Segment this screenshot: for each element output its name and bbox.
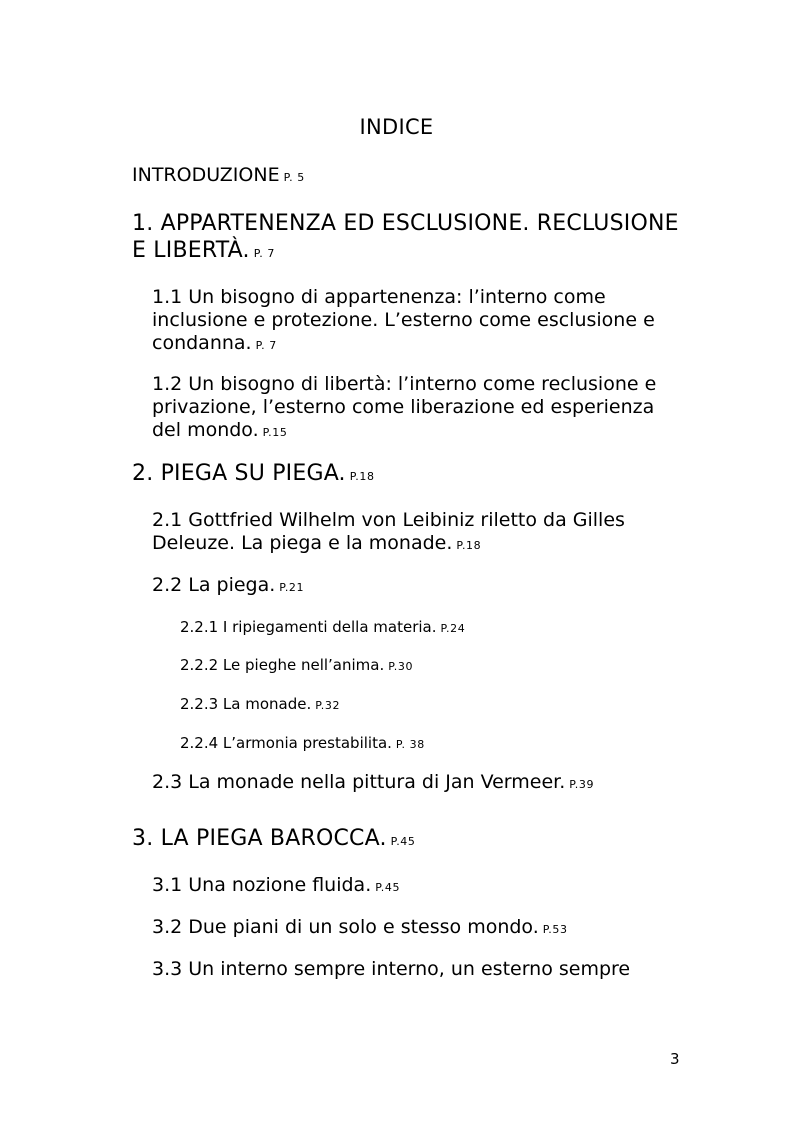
toc-page-ref: P.30 — [388, 660, 414, 673]
toc-section-3-2 — [152, 916, 687, 941]
toc-page-ref: P.45 — [375, 881, 401, 894]
toc-page-ref: P.18 — [349, 470, 375, 483]
toc-section-3-3 — [152, 958, 687, 981]
toc-entry-text: 2.2.1 I ripiegamenti della materia. — [180, 618, 437, 636]
toc-section-1-2 — [152, 373, 687, 444]
toc-entry-text: 3. LA PIEGA BAROCCA. — [132, 826, 387, 851]
toc-entry-text: 2.2.2 Le pieghe nell’anima. — [180, 656, 385, 674]
toc-section-2-2 — [152, 574, 687, 599]
toc-entry-text: 3.2 Due piani di un solo e stesso mondo. — [152, 916, 539, 938]
toc-chapter-1 — [132, 210, 687, 267]
page-number: 3 — [670, 1050, 680, 1068]
toc-page-ref: P. 7 — [255, 339, 277, 352]
toc-entry-text: 3.3 Un interno sempre interno, un esterno sempre — [152, 958, 631, 980]
toc-entry-text: 1.2 Un bisogno di libertà: l’interno come reclusione e privazione, l’esterno come liberazione ed esperienza del mondo. — [152, 373, 657, 441]
toc-page-ref: P. 7 — [253, 247, 276, 260]
page-title: INDICE — [359, 115, 434, 139]
toc-page-ref: P.24 — [440, 622, 466, 635]
toc-page-ref: P. 38 — [395, 738, 425, 751]
toc-subsection-2-2-4 — [180, 733, 680, 755]
toc-entry-text: 1. APPARTENENZA ED ESCLUSIONE. RECLUSIONE E LIBERTÀ. — [132, 211, 679, 263]
toc-page-ref: P.18 — [456, 539, 482, 552]
toc-page-ref: P.32 — [315, 699, 341, 712]
toc-page-ref: P.15 — [262, 426, 288, 439]
toc-section-2-1 — [152, 509, 687, 557]
toc-entry-text: 3.1 Una nozione fluida. — [152, 874, 372, 896]
toc-entry-text: 2.3 La monade nella pittura di Jan Vermeer. — [152, 771, 566, 793]
toc-section-1-1 — [152, 286, 687, 357]
toc-chapter-2 — [132, 460, 687, 490]
toc-page-ref: P.21 — [279, 581, 305, 594]
toc-section-3-1 — [152, 874, 687, 899]
toc-section-2-3 — [152, 771, 687, 796]
toc-page-ref: P.53 — [542, 923, 568, 936]
toc-chapter-3 — [132, 825, 687, 855]
toc-entry-text: 2.2.3 La monade. — [180, 695, 312, 713]
toc-entry-text: 2. PIEGA SU PIEGA. — [132, 461, 346, 486]
toc-subsection-2-2-3 — [180, 694, 680, 716]
toc-entry-text: INTRODUZIONE — [132, 164, 280, 186]
toc-page-ref: P.45 — [390, 835, 416, 848]
toc-page-ref: P.39 — [569, 778, 595, 791]
toc-entry-text: 1.1 Un bisogno di appartenenza: l’interno come inclusione e protezione. L’esterno come esclusione e condanna. — [152, 286, 655, 354]
toc-entry-text: 2.1 Gottfried Wilhelm von Leibiniz riletto da Gilles Deleuze. La piega e la monade. — [152, 509, 625, 554]
toc-entry-text: 2.2 La piega. — [152, 574, 276, 596]
toc-subsection-2-2-2 — [180, 655, 680, 677]
toc-subsection-2-2-1 — [180, 617, 680, 639]
toc-entry-text: 2.2.4 L’armonia prestabilita. — [180, 734, 392, 752]
toc-page-ref: P. 5 — [283, 171, 305, 184]
toc-entry-introduction — [132, 165, 305, 187]
